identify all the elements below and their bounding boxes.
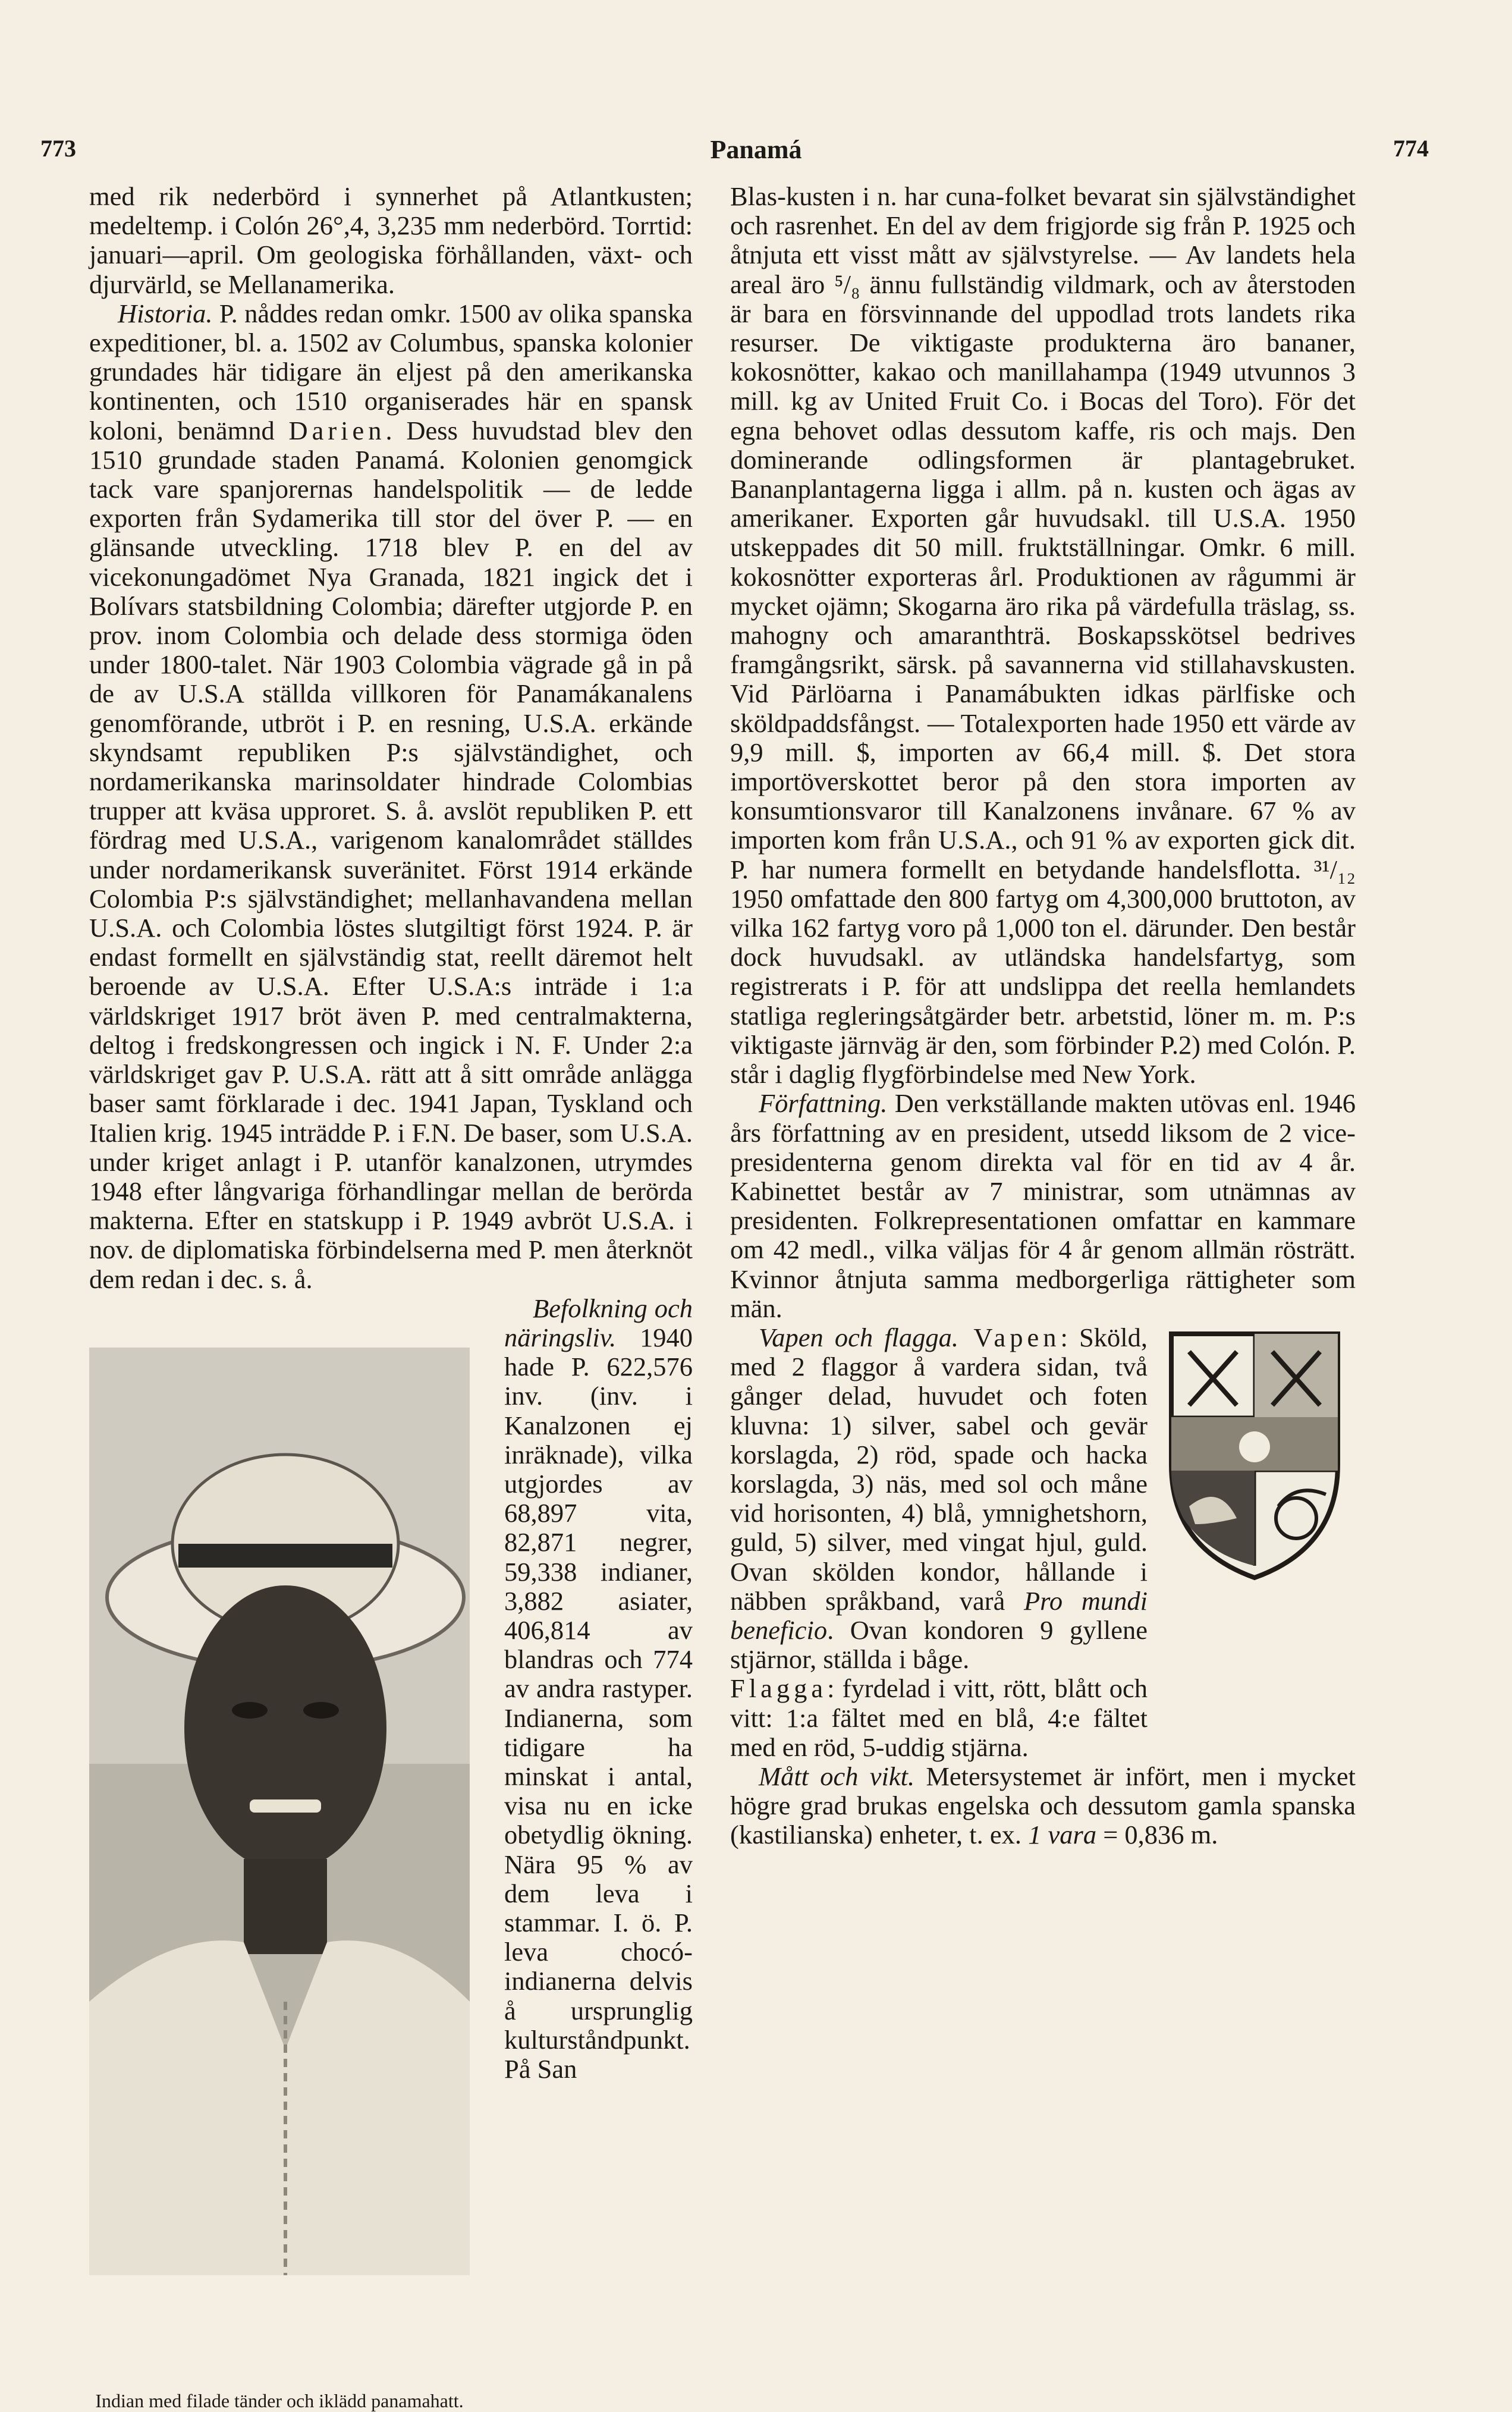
population-paragraph: Befolkning och näringsliv. 1940 hade P. 622,576 inv. (inv. i Kanalzonen ej inräknade), vilka utgjordes av 68,897 vita, 82,871 negrer, 59,338 indianer, 3,882 asiater, 406,814 av blandras och 774 av andra rastyper. Indianerna, som tidigare ha minskat i antal, visa nu en icke obetydlig ökning. Nära 95 % av dem leva i stammar. I. ö. P. leva chocó-indianerna delvis å ursprunglig kulturståndpunkt. På San [504, 1293, 693, 2084]
indian-portrait-photo [89, 1348, 470, 2376]
arms-heading: Vapen och flagga. [759, 1322, 959, 1352]
vapen-spaced: Vapen [958, 1322, 1061, 1352]
vara-unit: 1 vara [1028, 1820, 1097, 1850]
coat-of-arms-image [1159, 1328, 1350, 1584]
right-column [730, 182, 1356, 1850]
page-number-right: 774 [1393, 135, 1429, 162]
climate-paragraph: med rik nederbörd i synnerhet på Atlantkusten; medeltemp. i Colón 26°,4, 3,235 mm nederbörd. Torrtid: januari—april. Om geologiska förhållanden, växt- och djurvärld, se Mellanamerika. [89, 181, 693, 299]
darien-spaced: Darien [288, 415, 386, 445]
flagga-spaced: Flagga [730, 1673, 828, 1704]
photo-caption: Indian med filade tänder och iklädd panamahatt. [95, 2389, 464, 2411]
economy-paragraph: Blas-kusten i n. har cuna-folket bevarat sin självständighet och rasrenhet. En del av dem frigjorde sig från P. 1925 och åtnjuta ett visst mått av självstyrelse. — Av landets hela areal äro ⁵/₈ ännu fullständig vildmark, och av återstoden är bara en försvinnande del uppodlad trots landets rika resurser. De viktigaste produkterna äro bananer, kokosnötter, kakao och manillahampa (1949 utvunnos 3 mill. kg av United Fruit Co. i Bocas del Toro). För det egna behovet odlas dessutom kaffe, ris och majs. Den dominerande odlingsformen är plantagebruket. Bananplantagerna ligga i allm. på n. kusten och ägas av amerikaner. Exporten går huvudsakl. till U.S.A. 1950 utskeppades dit 50 mill. fruktställningar. Omkr. 6 mill. kokosnötter exporteras årl. Produktionen av rågummi är mycket ojämn; Skogarna äro rika på värdefulla träslag, ss. mahogny och amaranthträ. Boskapsskötsel bedrives framgångsrikt, särsk. på savannerna vid stillahavskusten. Vid Pärlöarna i Panamábukten idkas pärlfiske och sköldpaddsfångst. — Totalexporten hade 1950 ett värde av 9,9 mill. $, importen av 66,4 mill. $. Det stora importöverskottet beror på den stora importen av konsumtionsvaror till Kanalzonens invånare. 67 % av importen kom från U.S.A., och 91 % av exporten gick dit. P. har numera formellt en betydande handelsflotta. ³¹/₁₂ 1950 omfattade den 800 fartyg om 4,300,000 bruttoton, av vilka 162 fartyg voro på 1,000 ton el. därunder. Den består dock huvudsakl. av utländska handelsfartyg, som registrerats i P. för att undslippa det reella hemlandets statliga regleringsåtgärder betr. arbetstid, löner m. m. P:s viktigaste järnväg är den, som förbinder P.2) med Colón. P. står i daglig flygförbindelse med New York. [730, 181, 1356, 1089]
history-paragraph: Historia. P. nåddes redan omkr. 1500 av olika spanska expeditioner, bl. a. 1502 av Columbus, spanska kolonier grundades här tidigare än eljest på den amerikanska kontinenten, och 1510 organiserades här en spansk koloni, benämnd Darien. Dess huvudstad blev den 1510 grundade staden Panamá. Kolonien genomgick tack vare spanjorernas handelspolitik — de ledde exporten från Sydamerika till stor del över P. — en glänsande utveckling. 1718 blev P. en del av vicekonungadömet Nya Granada, 1821 ingick det i Bolívars statsbildning Colombia; därefter utgjorde P. en prov. inom Colombia och delade dess stormiga öden under 1800-talet. När 1903 Colombia vägrade gå in på de av U.S.A ställda villkoren för Panamákanalens genomförande, utbröt i P. en resning, U.S.A. erkände skyndsamt republiken P:s självständighet, och nordamerikanska marinsoldater hindrade Colombias trupper att kväsa upproret. S. å. avslöt republiken P. ett fördrag med U.S.A., varigenom kanalområdet ställdes under nordamerikansk suveränitet. Först 1914 erkände Colombia P:s självständighet; mellanhavandena mellan U.S.A. och Colombia löstes slutgiltigt först 1924. P. är endast formellt en självständig stat, reellt däremot helt beroende av U.S.A. Efter U.S.A:s inträde i 1:a världskriget 1917 bröt även P. med centralmakterna, deltog i fredskongressen och ingick i N. F. Under 2:a världskriget gav P. U.S.A. rätt att å sitt område anlägga baser samt förklarade i dec. 1941 Japan, Tyskland och Italien krig. 1945 inträdde P. i F.N. De baser, som U.S.A. under kriget anlagt i P. utanför kanalzonen, utrymdes 1948 efter långvariga förhandlingar mellan de berörda makterna. Efter en statskupp i P. 1949 avbröt U.S.A. i nov. de diplomatiska förbindelserna med P. men återknöt dem redan i dec. s. å. [89, 298, 693, 1294]
constitution-heading: Författning. [759, 1088, 888, 1119]
constitution-paragraph: Författning. Den verkställande makten utövas enl. 1946 års författning av en president, utsedd liksom de 2 vice-presidenterna genom direkta val för en tid av 4 år. Kabinettet består av 7 ministrar, som utnämnas av presidenten. Folkrepresentationen omfattar en kammare om 42 medl., vilka väljas för 4 år genom allmän rösträtt. Kvinnor åtnjuta samma medborgerliga rättigheter som män. [730, 1088, 1356, 1323]
left-column [89, 181, 693, 2411]
measures-heading: Mått och vikt. [759, 1761, 915, 1791]
motto-text: Pro mundi beneficio [730, 1585, 1148, 1645]
page-header [0, 134, 1512, 170]
history-heading: Historia. [118, 298, 213, 328]
coat-of-arms-figure [1159, 1328, 1356, 1732]
population-heading: Befolkning och näringsliv. [504, 1293, 693, 1352]
page-title: Panamá [710, 135, 802, 164]
arms-paragraph: Vapen och flagga. Vapen: Sköld, med 2 flaggor å vardera sidan, två gånger delad, huvudet och foten kluvna: 1) silver, sabel och gevär korslagda, 2) röd, spade och hacka korslagda, 3) näs, med sol och måne vid horisonten, 4) blå, ymnighetshorn, guld, 5) silver, med vingat hjul, guld. Ovan skölden kondor, hållande i näbben språkband, varå Pro mundi beneficio. Ovan kondoren 9 gyllene stjärnor, ställda i båge. [730, 1322, 1148, 1675]
photo-figure [89, 1294, 488, 2411]
flag-paragraph: Flagga: fyrdelad i vitt, rött, blått och vitt: 1:a fältet med en blå, 4:e fältet med en röd, 5-uddig stjärna. [730, 1673, 1148, 1762]
measures-paragraph: Mått och vikt. Metersystemet är infört, men i mycket högre grad brukas engelska och dessutom gamla spanska (kastilianska) enheter, t. ex. 1 vara = 0,836 m. [730, 1761, 1356, 1850]
page-number-left: 773 [40, 135, 76, 162]
